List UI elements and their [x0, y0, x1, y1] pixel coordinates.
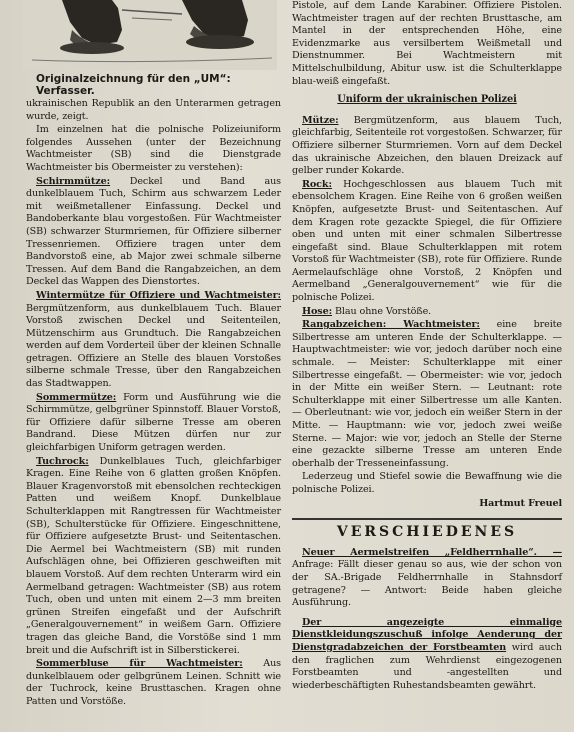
uniform-illustration — [22, 0, 277, 70]
paragraph: Hose: Blau ohne Vorstöße. — [302, 305, 432, 317]
author-signature: Hartmut Freuel — [479, 497, 562, 509]
paragraph: Rock: Hochgeschlossen aus blauem Tuch mit ebensolchem Kragen. Eine Reihe von 6 großen weißen Knöpfen, aufgesetzte Brust- und Seitentaschen. Auf dem Kragen rote gezackte Spiegel, die für Offiziere oben und unten mit einer schmalen Silbertresse eingefaßt sind. Blaue Schulterklappen mit rotem Vorstoß für Wachtmeister (SB), rote für Offiziere. Runde Aermelaufschläge ohne Vorstoß, 2 Knöpfen und Aermelband „Generalgouvernement“ wie für die polnische Polizei. — [292, 178, 562, 304]
paragraph: Sommerbluse für Wachtmeister: Aus dunkelblauem oder gelbgrünem Leinen. Schnitt wie der Tuchrock, keine Brusttaschen. Kragen ohne Patten und Vorstöße. — [26, 658, 281, 707]
paragraph: Pistole, auf dem Lande Karabiner. Offiziere Pistolen. Wachtmeister tragen auf der rechten Brusttasche, am Mantel in der entsprechenden Höhe, eine Evidenzmarke aus versilbertem Weißmetall und Dienstnummer. Bei Wachtmeistern mit Mittelschulbildung, Abitur usw. ist die Schulterklappe blau-weiß eingefaßt. — [292, 0, 562, 87]
paragraph: Im einzelnen hat die polnische Polizeiuniform folgendes Aussehen (unter der Bezeichnung Wachtmeister (SB) sind die Dienstgrade Wachtmeister bis Obermeister zu verstehen): — [26, 124, 281, 173]
paragraph: Schirmmütze: Deckel und Band aus dunkelblauem Tuch, Schirm aus schwarzem Leder mit weißmetallener Einfassung. Deckel und Bandoberkante blau vorgestoßen. Für Wachtmeister (SB) schwarzer Sturmriemen, für Offiziere silberner Tressenriemen. Offiziere tragen unter dem Bandvorstoß eine, ab Major zwei schmale silberne Tressen. Auf dem Band die Rangabzeichen, an dem Deckel das Wappen des Dienstortes. — [26, 175, 281, 288]
paragraph: Der angezeigte einmalige Dienstkleidungszuschuß infolge Aenderung der Dienstgradabzeichen der Forstbeamten wird auch den fraglichen zum Wehrdienst eingezogenen Forstbeamten und -angestellten und wiederbeschäftigten Ruhestandsbeamten gewährt. — [292, 616, 562, 691]
paragraph: Wintermütze für Offiziere und Wachtmeister: Bergmützenform, aus dunkelblauem Tuch. Blauer Vorstoß zwischen Deckel und Seitenteilen, Mützenschirm aus Grundtuch. Die Rangabzeichen werden auf dem Vorderteil über der kleinen Schnalle getragen. Offiziere an Stelle des blauen Vorstoßes silberne schmale Tresse, über den Rangabzeichen das Stadtwappen. — [26, 289, 281, 390]
paragraph: Sommermütze: Form und Ausführung wie die Schirmmütze, gelbgrüner Spinnstoff. Blauer Vorstoß, für Offiziere dafür silberne Tresse am oberen Bandrand. Diese Mützen dürfen nur zur gleichfarbigen Uniform getragen werden. — [26, 391, 281, 454]
figure-caption: Originalzeichnung für den „UM“: Verfasser. — [36, 73, 231, 97]
paragraph: Tuchrock: Dunkelblaues Tuch, gleichfarbiger Kragen. Eine Reihe von 6 glatten großen Knöpfen. Blauer Kragenvorstoß mit ebensolchen rechteckigen Patten und weißem Knopf. Dunkelblaue Schulterklappen mit Rangtressen für Wachtmeister (SB), Schulterstücke für Offiziere. Eingeschnittene, für Offiziere aufgesetzte Brust- und Seitentaschen. Die Aermel bei Wachtmeistern (SB) mit runden Aufschlägen ohne, bei Offizieren geschweiften mit blauem Vorstoß. Auf dem rechten Unterarm wird ein Aermelband getragen: Wachtmeister (SB) aus rotem Tuch, oben und unten mit einem 2—3 mm breiten grünen Streifen eingefaßt und der Aufschrift „Generalgouvernement“ in weißem Garn. Offiziere tragen das gleiche Band, die Vorstöße sind 1 mm breit und die Aufschrift ist in Silberstickerei. — [26, 455, 281, 656]
paragraph: Neuer Aermelstreifen „Feldherrnhalle“. — Anfrage: Fällt dieser genau so aus, wie der schon von der SA.-Brigade Feldherrnhalle in Stahnsdorf getragene? — Antwort: Beide haben gleiche Ausführung. — [292, 546, 562, 609]
paragraph: Lederzeug und Stiefel sowie die Bewaffnung wie die polnische Polizei. — [292, 471, 562, 495]
section-title: VERSCHIEDENES — [336, 524, 518, 541]
paragraph: Mütze: Bergmützenform, aus blauem Tuch, gleichfarbig, Seitenteile rot vorgestoßen. Schwarzer, für Offiziere silberner Sturmriemen. Vorn auf dem Deckel das ukrainische Abzeichen, den blauen Dreizack auf gelber runder Kokarde. — [292, 114, 562, 177]
section-heading: Uniform der ukrainischen Polizei — [337, 94, 517, 106]
right-column — [292, 0, 562, 693]
left-column — [26, 98, 281, 710]
paragraph: Rangabzeichen: Wachtmeister: eine breite Silbertresse am unteren Ende der Schulterklappe. — Hauptwachtmeister: wie vor, jedoch darüber noch eine schmale. — Meister: Schulterklappe mit einer Silbertresse eingefaßt. — Obermeister: wie vor, jedoch in der Mitte ein weißer Stern. — Leutnant: rote Schulterklappe mit einer Silbertresse um alle Kanten. — Oberleutnant: wie vor, jedoch ein weißer Stern in der Mitte. — Hauptmann: wie vor, jedoch zwei weiße Sterne. — Major: wie vor, jedoch an Stelle der Sterne eine gezackte silberne Tresse am unteren Ende oberhalb der Tresseneinfassung. — [292, 319, 563, 469]
divider — [292, 518, 562, 520]
paragraph: ukrainischen Republik an den Unterarmen getragen wurde, zeigt. — [26, 98, 281, 122]
